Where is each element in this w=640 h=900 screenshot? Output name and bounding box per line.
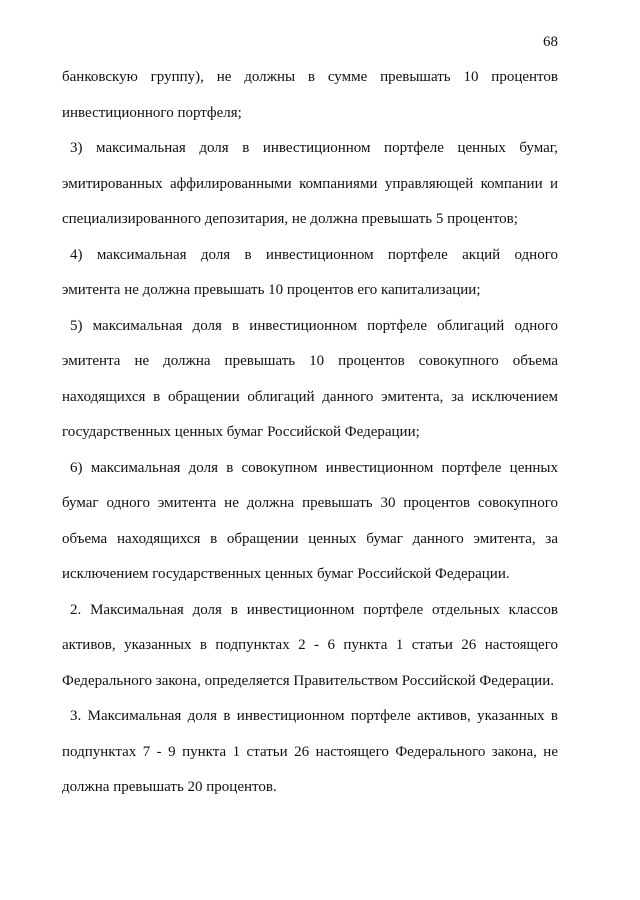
text-line: эмитента не должна превышать 10 процентов его капитализации; [62, 282, 481, 298]
text-line: государственных ценных бумаг Российской Федерации; [62, 424, 420, 440]
text-line: должна превышать 20 процентов. [62, 779, 277, 795]
text-line: эмитированных аффилированными компаниями управляющей компании и [62, 175, 558, 192]
text-line: инвестиционного портфеля; [62, 104, 242, 121]
document-body [62, 60, 558, 806]
text-line: 5) максимальная доля в инвестиционном портфеле облигаций одного [70, 317, 558, 334]
text-line: банковскую группу), не должны в сумме превышать 10 процентов [62, 69, 558, 85]
text-line: Федерального закона, определяется Правительством Российской Федерации. [62, 672, 554, 689]
text-line: подпунктах 7 - 9 пункта 1 статьи 26 настоящего Федерального закона, не [62, 743, 558, 760]
text-line: активов, указанных в подпунктах 2 - 6 пункта 1 статьи 26 настоящего [62, 637, 558, 653]
page-number: 68 [543, 34, 558, 50]
text-line: специализированного депозитария, не должна превышать 5 процентов; [62, 211, 518, 227]
text-line: 3. Максимальная доля в инвестиционном портфеле активов, указанных в [70, 708, 558, 724]
text-line: 4) максимальная доля в инвестиционном портфеле акций одного [70, 246, 558, 263]
text-line: бумаг одного эмитента не должна превышать 30 процентов совокупного [62, 495, 558, 511]
text-line: исключением государственных ценных бумаг Российской Федерации. [62, 566, 510, 582]
text-line: объема находящихся в обращении ценных бумаг данного эмитента, за [62, 530, 558, 547]
text-line: эмитента не должна превышать 10 процентов совокупного объема [62, 353, 558, 369]
text-line: 3) максимальная доля в инвестиционном портфеле ценных бумаг, [70, 140, 558, 156]
text-line: 6) максимальная доля в совокупном инвестиционном портфеле ценных [70, 459, 558, 476]
text-line: 2. Максимальная доля в инвестиционном портфеле отдельных классов [70, 601, 558, 618]
text-line: находящихся в обращении облигаций данного эмитента, за исключением [62, 388, 558, 405]
